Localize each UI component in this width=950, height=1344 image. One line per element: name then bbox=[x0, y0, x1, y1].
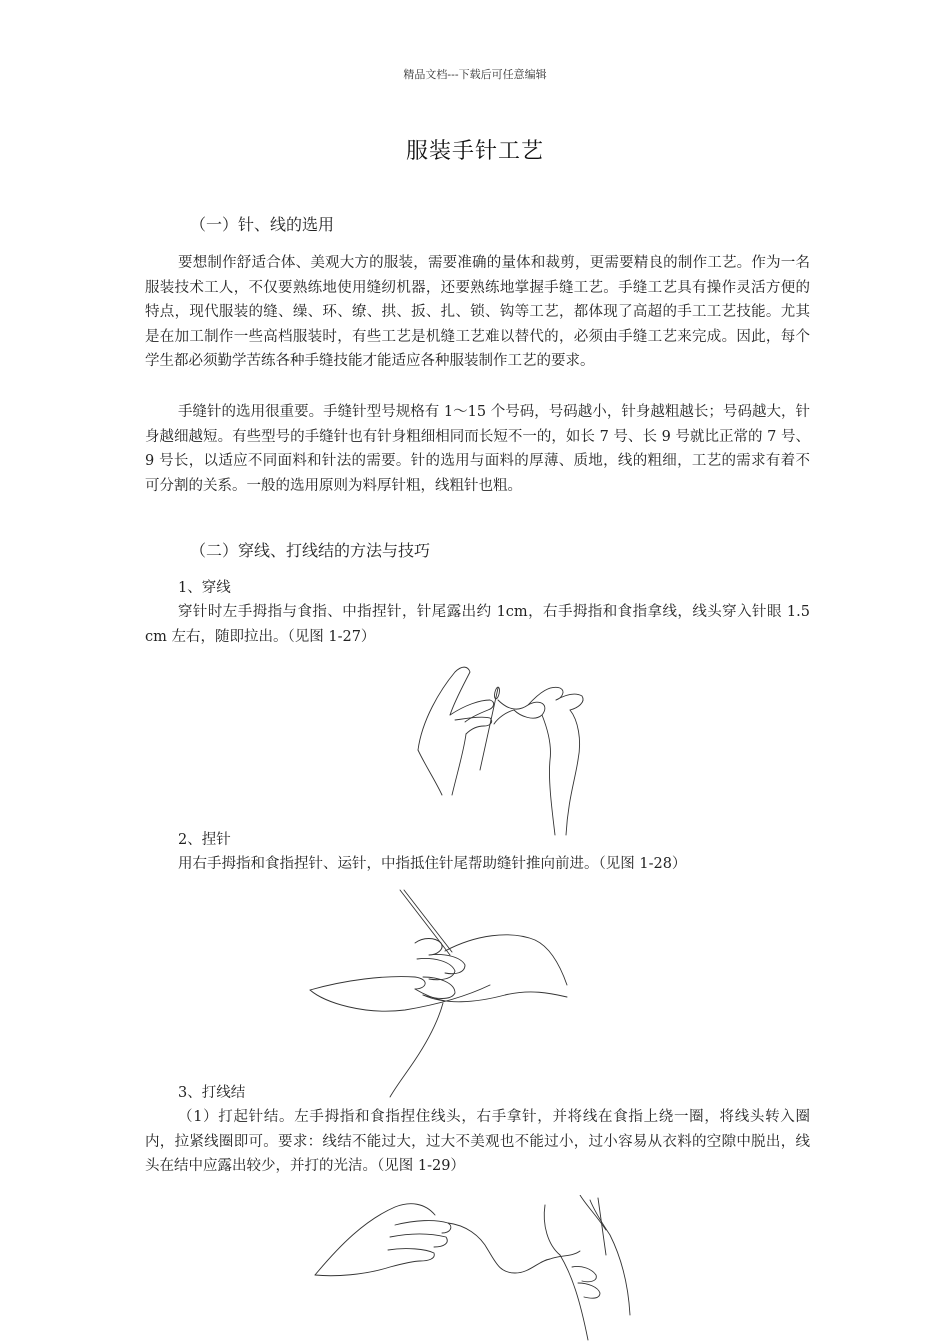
section-heading-2: （二）穿线、打线结的方法与技巧 bbox=[190, 541, 431, 560]
paragraph-holding: 用右手拇指和食指捏针、运针，中指抵住针尾帮助缝针推向前进。（见图 1-28） bbox=[178, 856, 687, 872]
subsection-title-holding: 2、捏针 bbox=[178, 832, 231, 848]
paragraph-intro: 要想制作舒适合体、美观大方的服装，需要准确的量体和裁剪，更需要精良的制作工艺。作为一名服装技术工人，不仅要熟练地使用缝纫机器，还要熟练地掌握手缝工艺。手缝工艺具有操作灵活方便的特点，现代服装的缝、缲、环、缭、拱、扳、扎、锁、钩等工艺，都体现了高超的手工工艺技能。尤其是在加工制作一些高档服装时，有些工艺是机缝工艺难以替代的，必须由手缝工艺来完成。因此，每个学生都必须勤学苦练各种手缝技能才能适应各种服装制作工艺的要求。 bbox=[145, 255, 810, 369]
hands-tying-knot-figure bbox=[310, 1195, 635, 1344]
paragraph-needle-selection: 手缝针的选用很重要。手缝针型号规格有 1～15 个号码，号码越小，针身越粗越长；号码越大，针身越细越短。有些型号的手缝针也有针身粗细相同而长短不一的，如长 7 号、长 9 号就比正常的 7 号、9 号长，以适应不同面料和针法的需要。针的选用与面料的厚薄、质地，线的粗细，工艺的需求有着不可分割的关系。一般的选用原则为料厚针粗，线粗针也粗。 bbox=[145, 404, 810, 494]
hands-threading-needle-figure bbox=[410, 660, 600, 840]
hand-holding-needle-figure bbox=[305, 885, 570, 1100]
subsection-title-threading: 1、穿线 bbox=[178, 580, 231, 596]
page-title: 服装手针工艺 bbox=[405, 139, 544, 164]
paragraph-knot: （1）打起针结。左手拇指和食指捏住线头，右手拿针，并将线在食指上绕一圈，将线头转入圈内，拉紧线圈即可。要求：线结不能过大，过大不美观也不能过小，过小容易从衣料的空隙中脱出，线头在结中应露出较少，并打的光洁。（见图 1-29） bbox=[145, 1109, 810, 1174]
section-heading-1: （一）针、线的选用 bbox=[190, 215, 335, 234]
paragraph-threading: 穿针时左手拇指与食指、中指捏针，针尾露出约 1cm，右手拇指和食指拿线，线头穿入针眼 1.5 cm 左右，随即拉出。（见图 1-27） bbox=[145, 604, 810, 645]
page-header: 精品文档---下载后可任意编辑 bbox=[403, 68, 547, 81]
subsection-title-knot: 3、打线结 bbox=[178, 1085, 246, 1101]
